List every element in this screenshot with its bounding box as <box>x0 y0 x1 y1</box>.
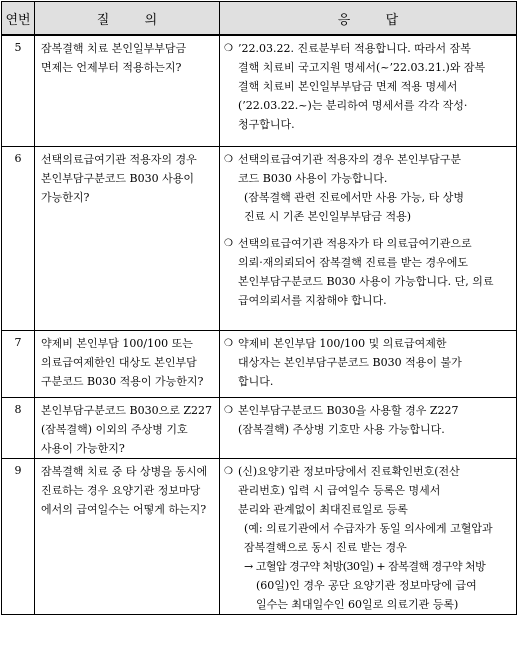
question-line: 잠복결핵 치료 중 타 상병을 동시에 <box>41 464 208 478</box>
header-answer: 응 답 <box>220 2 517 36</box>
answer-bullet <box>224 234 511 310</box>
question-line: 면제는 언제부터 적용하는지? <box>41 61 182 74</box>
answer-line: 선택의료급여기관 적용자가 타 의료급여기관으로 <box>238 236 472 250</box>
question-line: 가능한지? <box>41 190 90 204</box>
row-number: 6 <box>2 146 35 330</box>
table-row <box>2 146 517 330</box>
answer-cell <box>220 458 517 614</box>
answer-line: 청구합니다. <box>238 118 295 131</box>
bullet-circle-icon: ❍ <box>224 153 233 165</box>
header-row <box>2 2 517 36</box>
row-number: 8 <box>2 397 35 458</box>
question-line: 본인부담구분코드 B030 사용이 <box>41 171 194 185</box>
answer-line: ’22.03.22. 진료분부터 적용합니다. 따라서 잠복 <box>238 42 471 55</box>
answer-cell <box>220 146 517 330</box>
header-question: 질 의 <box>35 2 220 36</box>
answer-line: 결핵 치료비 국고지원 명세서(~’22.03.21.)와 잠복 <box>238 61 486 74</box>
answer-line: 급여의뢰서를 지참해야 합니다. <box>238 293 387 307</box>
bullet-circle-icon: ❍ <box>224 337 233 349</box>
header-no: 연번 <box>2 2 35 36</box>
question-line: (잠복결핵) 이외의 주상병 기호 <box>41 422 188 436</box>
answer-line: 본인부담구분코드 B030을 사용할 경우 Z227 <box>238 403 459 417</box>
bullet-circle-icon: ❍ <box>224 237 233 249</box>
answer-line: → 고혈압 경구약 처방(30일) + 잠복결핵 경구약 처방 <box>244 559 486 573</box>
row-number: 7 <box>2 330 35 397</box>
answer-note <box>224 557 511 614</box>
answer-line: (신)요양기관 정보마당에서 진료확인번호(전산 <box>238 464 460 478</box>
question-line: 본인부담구분코드 B030으로 Z227 <box>41 403 212 417</box>
answer-bullet <box>224 401 511 439</box>
answer-line: 진료 시 기존 본인일부부담금 적용) <box>244 209 412 223</box>
answer-line: 결핵 치료비 본인일부부담금 면제 적용 명세서 <box>238 80 458 93</box>
question-line: 잠복결핵 치료 본인일부부담금 <box>41 42 187 55</box>
question-line: 사용이 가능한지? <box>41 441 125 455</box>
question-cell <box>35 397 220 458</box>
answer-note <box>224 188 511 226</box>
bullet-circle-icon: ❍ <box>224 43 233 54</box>
answer-line: 분리와 관계없이 최대진료일로 등록 <box>238 502 408 516</box>
question-line: 약제비 본인부담 100/100 또는 <box>41 336 193 350</box>
answer-cell <box>220 397 517 458</box>
answer-line: 본인부담구분코드 B030 사용이 가능합니다. 단, 의료 <box>238 274 494 288</box>
row-number: 9 <box>2 458 35 614</box>
answer-line: 대상자는 본인부담구분코드 B030 적용이 불가 <box>238 355 462 369</box>
question-line: 진료하는 경우 요양기관 정보마당 <box>41 483 201 497</box>
answer-line: (예: 의료기관에서 수급자가 동일 의사에게 고혈압과 <box>244 521 493 535</box>
table-row <box>2 458 517 614</box>
question-cell <box>35 330 220 397</box>
answer-note <box>224 519 511 557</box>
answer-line: (잠복결핵 관련 진료에서만 사용 가능, 타 상병 <box>244 190 465 204</box>
answer-bullet <box>224 150 511 188</box>
answer-cell <box>220 330 517 397</box>
answer-line: 합니다. <box>238 374 274 388</box>
bullet-circle-icon: ❍ <box>224 465 233 477</box>
answer-bullet <box>224 39 511 134</box>
question-line: 구분코드 B030 적용이 가능한지? <box>41 374 204 388</box>
question-cell <box>35 35 220 146</box>
qa-table <box>1 1 517 615</box>
table-row <box>2 330 517 397</box>
answer-cell <box>220 35 517 146</box>
bullet-circle-icon: ❍ <box>224 404 233 416</box>
table-row <box>2 397 517 458</box>
answer-line: 의뢰·재의뢰되어 잠복결핵 진료를 받는 경우에도 <box>238 255 469 269</box>
table-row <box>2 35 517 146</box>
answer-line: 선택의료급여기관 적용자의 경우 본인부담구분 <box>238 152 462 166</box>
answer-line: (’22.03.22.~)는 분리하여 명세서를 각각 작성· <box>238 99 468 112</box>
answer-line: 일수는 최대일수인 60일로 의료기관 등록) <box>256 597 459 611</box>
row-number: 5 <box>2 35 35 146</box>
answer-line: 코드 B030 사용이 가능합니다. <box>238 171 388 185</box>
question-cell <box>35 458 220 614</box>
answer-line: (잠복결핵) 주상병 기호만 사용 가능합니다. <box>238 422 445 436</box>
answer-bullet <box>224 334 511 391</box>
answer-line: 관리번호) 입력 시 급여일수 등록은 명세서 <box>238 483 441 497</box>
answer-line: (60일)인 경우 공단 요양기관 정보마당에 급여 <box>256 578 477 592</box>
answer-line: 약제비 본인부담 100/100 및 의료급여제한 <box>238 336 447 350</box>
question-line: 선택의료급여기관 적용자의 경우 <box>41 152 197 166</box>
question-line: 의료급여제한인 대상도 본인부담 <box>41 355 197 369</box>
question-cell <box>35 146 220 330</box>
question-line: 에서의 급여일수는 어떻게 하는지? <box>41 502 207 516</box>
answer-line: 잠복결핵으로 동시 진료 받는 경우 <box>244 540 407 554</box>
answer-bullet <box>224 462 511 519</box>
